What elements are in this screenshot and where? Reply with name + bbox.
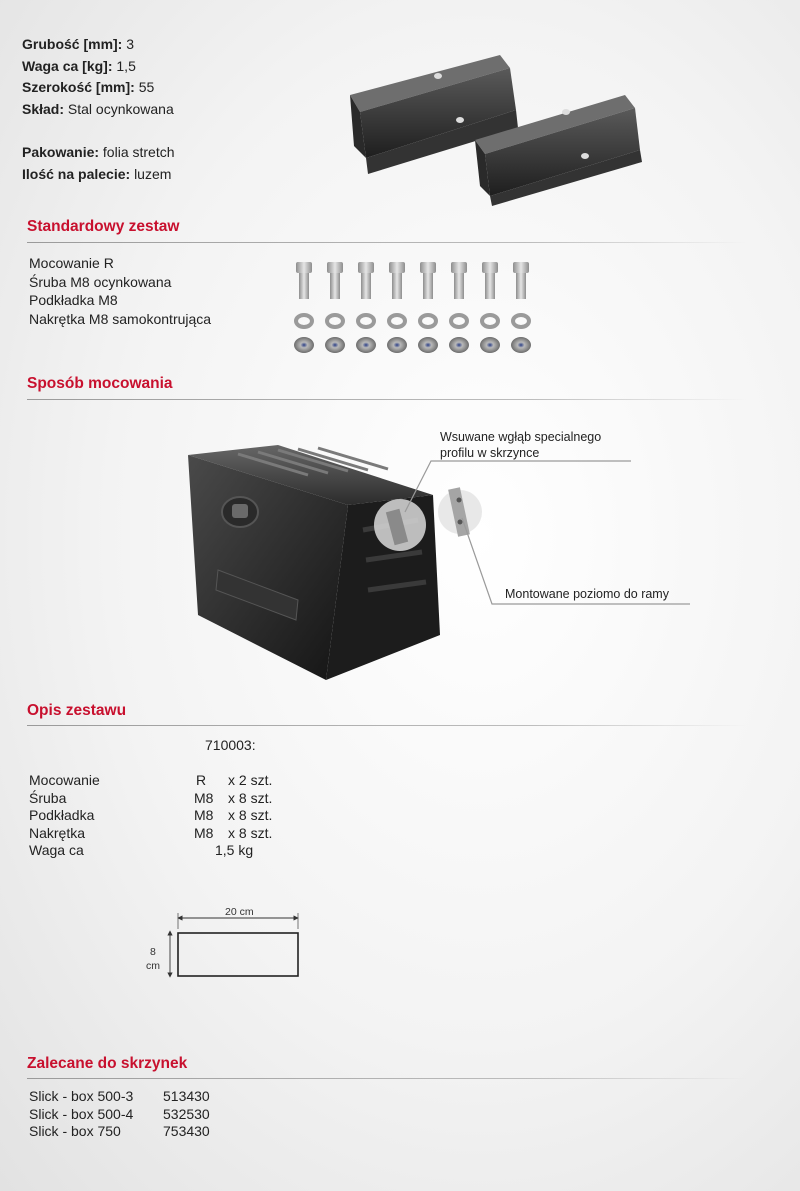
table-row: Śruba M8 x 8 szt. xyxy=(29,789,273,806)
spec-row: Grubość [mm]: 3 xyxy=(22,36,135,52)
list-item: Podkładka M8 xyxy=(29,292,118,308)
spec-row: Waga ca [kg]: 1,5 xyxy=(22,57,136,74)
list-item: Slick - box 500-4 532530 xyxy=(29,1105,210,1122)
standard-items-list xyxy=(29,254,211,328)
recommended-boxes-list xyxy=(29,1088,259,1141)
mounting-brackets-image xyxy=(340,50,660,210)
toolbox-image xyxy=(178,440,498,685)
section-title-standard: Standardowy zestaw xyxy=(27,218,180,235)
spec-row: Skład: Stal ocynkowana xyxy=(22,100,174,117)
callout-inserted-profile: Wsuwane wgłąb specialnego profilu w skrzynce xyxy=(440,430,602,460)
section-title-mounting: Sposób mocowania xyxy=(27,375,173,392)
list-item: Slick - box 750 753430 xyxy=(29,1123,210,1139)
packing-row: Pakowanie: folia stretch xyxy=(22,144,175,160)
section-divider xyxy=(27,399,747,400)
list-item: Slick - box 500-3 513430 xyxy=(29,1088,210,1104)
dimension-width-label: 20 cm xyxy=(225,906,254,918)
table-row: Waga ca 1,5 kg xyxy=(29,842,254,858)
table-row: Mocowanie R x 2 szt. xyxy=(29,772,273,788)
hardware-image xyxy=(288,262,538,360)
dimension-height-unit: cm xyxy=(146,960,160,972)
kit-table xyxy=(29,772,289,860)
dimension-height-label: 8 xyxy=(150,946,156,958)
list-item: Mocowanie R xyxy=(29,255,114,271)
table-row: Podkładka M8 x 8 szt. xyxy=(29,807,273,823)
section-title-description: Opis zestawu xyxy=(27,702,127,719)
callout-horizontal-mount: Montowane poziomo do ramy xyxy=(505,587,669,601)
list-item: Nakrętka M8 samokontrująca xyxy=(29,310,212,327)
section-divider xyxy=(27,242,747,243)
section-divider xyxy=(27,725,747,726)
section-divider xyxy=(27,1078,747,1079)
kit-code: 710003: xyxy=(205,737,256,753)
table-row: Nakrętka M8 x 8 szt. xyxy=(29,824,273,841)
spec-row: Szerokość [mm]: 55 xyxy=(22,79,155,95)
packing-row: Ilość na palecie: luzem xyxy=(22,165,172,182)
section-title-recommended: Zalecane do skrzynek xyxy=(27,1055,188,1072)
spec-list xyxy=(22,34,175,185)
list-item: Śruba M8 ocynkowana xyxy=(29,273,172,290)
